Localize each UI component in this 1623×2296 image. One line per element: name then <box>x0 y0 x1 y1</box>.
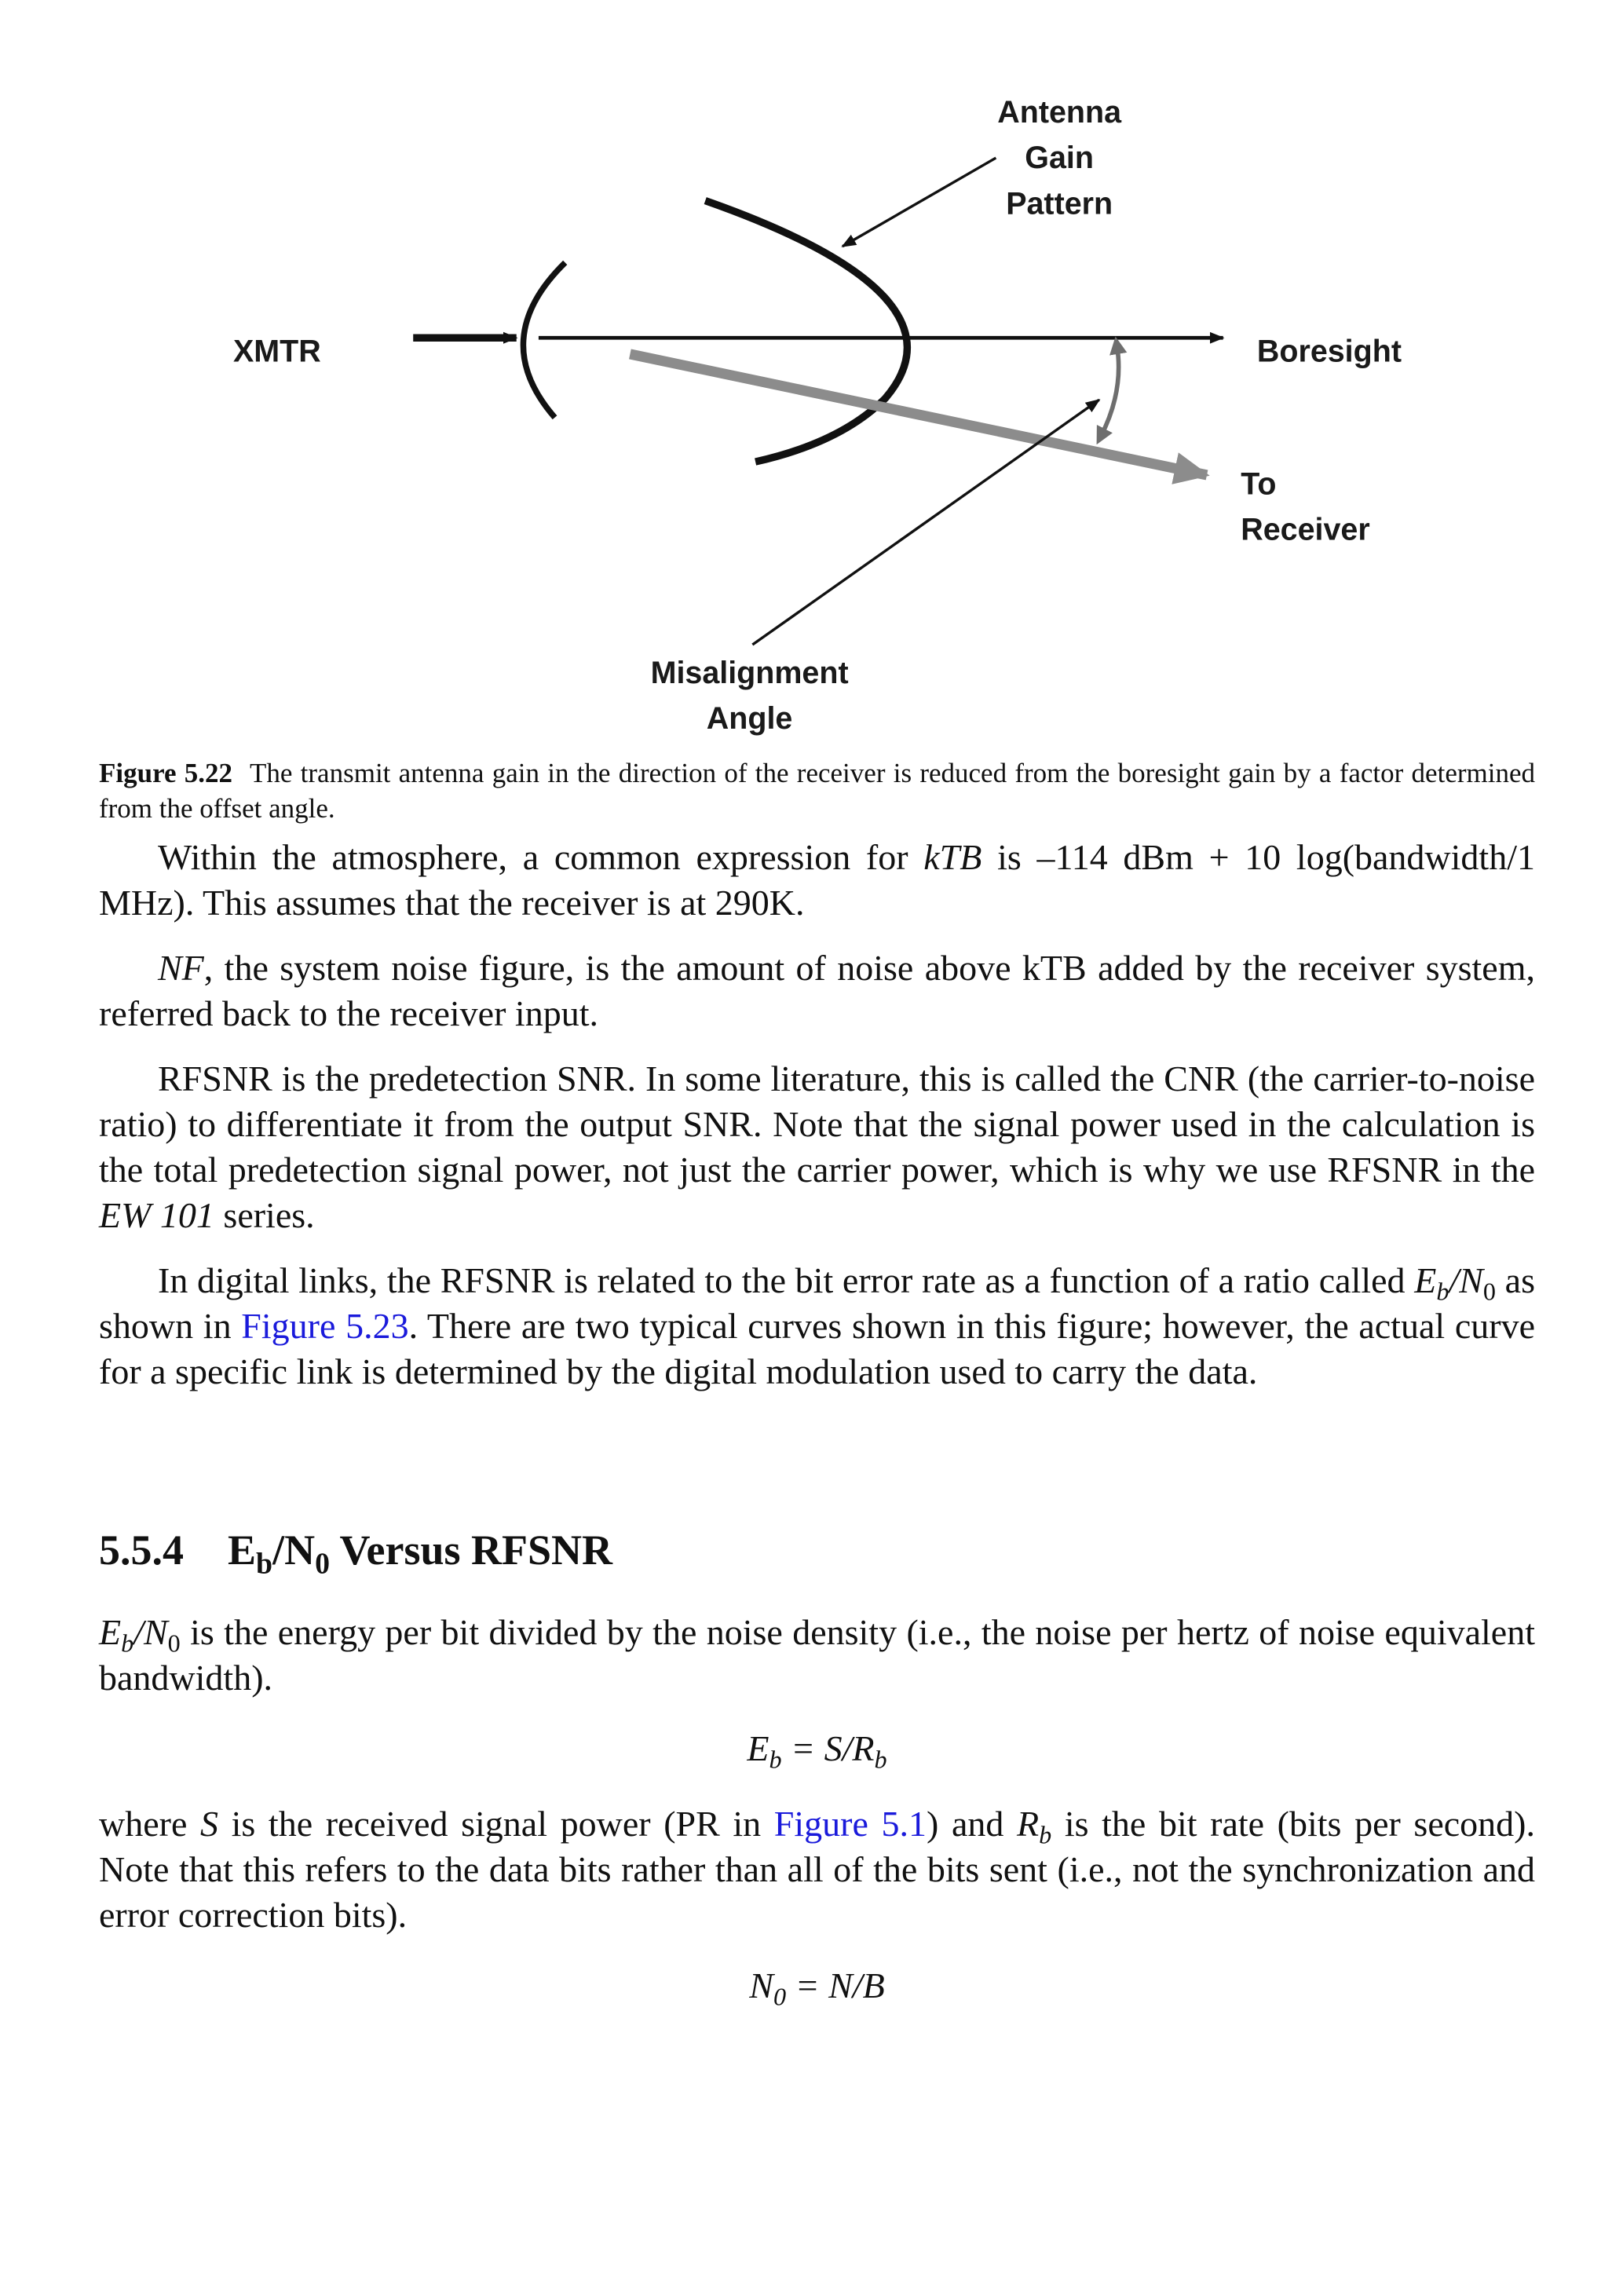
figure-caption <box>99 755 1535 826</box>
to-label: To <box>1241 466 1277 502</box>
text-segment: = N/B <box>786 1965 885 2005</box>
text-segment: where <box>99 1804 200 1844</box>
figure-link[interactable]: Figure 5.1 <box>773 1804 927 1844</box>
angle-label: Angle <box>706 701 793 737</box>
gain-label: Gain <box>1025 141 1094 176</box>
text-segment: = S/R <box>781 1728 875 1768</box>
text-segment: b <box>1436 1277 1449 1306</box>
paragraph-signal-power <box>99 1801 1535 1938</box>
gain-pattern-pointer <box>843 158 996 247</box>
text-segment: is –114 dBm + 10 log(bandwidth/1 MHz). This assumes that the receiver is at 290K. <box>99 837 1535 923</box>
antenna-label: Antenna <box>997 94 1122 130</box>
boresight-label: Boresight <box>1256 334 1402 369</box>
receiver-label: Receiver <box>1241 512 1370 547</box>
text-segment: Versus RFSNR <box>329 1526 613 1574</box>
figure-link[interactable]: Figure 5.23 <box>241 1306 409 1346</box>
antenna-misalignment-diagram <box>0 0 1623 767</box>
text-segment: b <box>874 1745 887 1774</box>
text-segment: S <box>200 1804 218 1844</box>
pattern-label: Pattern <box>1006 186 1113 221</box>
text-segment: NF <box>158 948 204 988</box>
text-segment: /N <box>133 1612 168 1652</box>
misalignment-pointer <box>752 400 1099 645</box>
text-segment: E <box>1414 1260 1437 1300</box>
equation-eb <box>99 1727 1535 1774</box>
text-segment: series. <box>214 1195 315 1235</box>
text-segment: /N <box>1449 1260 1483 1300</box>
text-segment: E <box>747 1728 769 1768</box>
text-segment: E <box>99 1612 122 1652</box>
paragraph-rfsnr <box>99 1056 1535 1238</box>
text-segment: R <box>1017 1804 1040 1844</box>
text-segment: ) and <box>927 1804 1017 1844</box>
text-segment: is the energy per bit divided by the noise density (i.e., the noise per hertz of noise equivalent bandwidth). <box>99 1612 1535 1698</box>
caption-number: Figure 5.22 <box>99 758 233 788</box>
text-segment: b <box>769 1745 782 1774</box>
paragraph-ktb <box>99 835 1535 926</box>
text-segment: is the bit rate (bits per second). Note that this refers to the data bits rather than all of the bits sent (i.e., not the synchronization and error correction bits). <box>99 1804 1535 1935</box>
text-segment: /N <box>272 1526 316 1574</box>
text-segment: b <box>256 1547 273 1581</box>
text-segment: . There are two typical curves shown in this figure; however, the actual curve for a specific link is determined by the digital modulation used to carry the data. <box>99 1306 1535 1391</box>
text-segment: EW 101 <box>99 1195 214 1235</box>
misalignment-angle-arrow <box>1101 345 1119 437</box>
text-segment: b <box>121 1629 134 1658</box>
text-segment: b <box>1039 1820 1052 1849</box>
gain-pattern-arc <box>705 201 907 462</box>
text-segment: E <box>228 1526 257 1574</box>
paragraph-digital-links <box>99 1258 1535 1395</box>
text-segment: as shown in <box>99 1260 1535 1346</box>
equation-n0 <box>99 1965 1535 2011</box>
text-segment: In digital links, the RFSNR is related to the bit error rate as a function of a ratio called <box>158 1260 1415 1300</box>
text-segment: 0 <box>773 1982 787 2011</box>
misalignment-label: Misalignment <box>650 655 849 690</box>
text-segment: 0 <box>1482 1277 1496 1306</box>
paragraph-noise-figure <box>99 945 1535 1036</box>
text-segment: N <box>749 1965 773 2005</box>
section-heading <box>99 1525 1535 1581</box>
text-segment: , the system noise figure, is the amount of noise above kTB added by the receiver system, referred back to the receiver input. <box>99 948 1535 1033</box>
feed-reflector-arc <box>523 262 565 417</box>
text-segment: 0 <box>315 1547 330 1581</box>
xmtr-label: XMTR <box>232 334 321 369</box>
text-segment: is the received signal power (PR in <box>218 1804 774 1844</box>
text-segment: 0 <box>167 1629 181 1658</box>
section-number: 5.5.4 <box>99 1526 184 1574</box>
text-segment: RFSNR is the predetection SNR. In some literature, this is called the CNR (the carrier-to-noise ratio) to differentiate it from the output SNR. Note that the signal power used in the calculation is the total predetection signal power, not just the carrier power, which is why we use RFSNR in the <box>99 1058 1535 1190</box>
section-title <box>228 1526 613 1581</box>
text-segment: kTB <box>923 837 982 877</box>
text-segment: Within the atmosphere, a common expression for <box>158 837 924 877</box>
paragraph-eb-n0 <box>99 1610 1535 1701</box>
caption-text: The transmit antenna gain in the direction of the receiver is reduced from the boresight gain by a factor determined from the offset angle. <box>99 758 1535 824</box>
